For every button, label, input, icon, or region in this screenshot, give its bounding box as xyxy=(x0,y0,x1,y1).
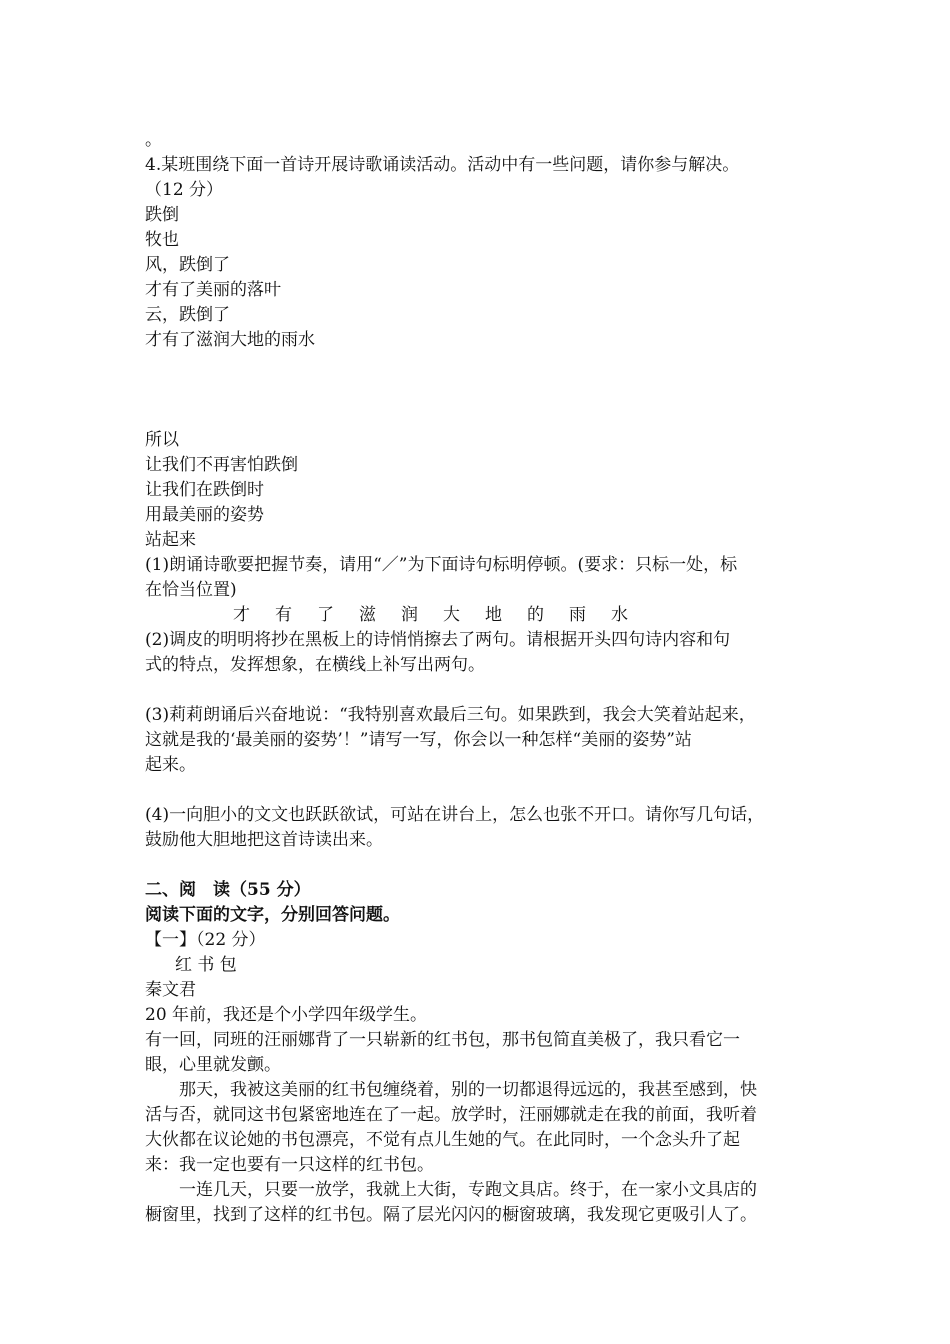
blank-lines-gap xyxy=(145,353,825,428)
poem-line: 让我们在跌倒时 xyxy=(145,480,264,500)
poem-line: 风，跌倒了 xyxy=(145,255,230,275)
poem-line: 所以 xyxy=(145,430,179,450)
sub-question-4: (4)一向胆小的文文也跃跃欲试，可站在讲台上，怎么也张不开口。请你写几句话， xyxy=(145,805,765,825)
answer-gap xyxy=(145,778,825,803)
poem-line: 才有了美丽的落叶 xyxy=(145,280,281,300)
story-paragraph-cont: 橱窗里，找到了这样的红书包。隔了层光闪闪的橱窗玻璃，我发现它更吸引人了。 xyxy=(145,1205,757,1225)
sub-question-2: (2)调皮的明明将抄在黑板上的诗悄悄擦去了两句。请根据开头四句诗内容和句 xyxy=(145,630,731,650)
sub-question-3-cont: 这就是我的‘最美丽的姿势’！”请写一写，你会以一种怎样“美丽的姿势”站 xyxy=(145,730,692,750)
story-paragraph-cont: 活与否，就同这书包紧密地连在了一起。放学时，汪丽娜就走在我的前面，我听着 xyxy=(145,1105,757,1125)
section-gap xyxy=(145,853,825,878)
sub-question-1: (1)朗诵诗歌要把握节奏，请用“／”为下面诗句标明停顿。(要求：只标一处，标 xyxy=(145,555,738,575)
question-4-prompt: 4.某班围绕下面一首诗开展诗歌诵读活动。活动中有一些问题，请你参与解决。 xyxy=(145,155,740,175)
sub-question-4-cont: 鼓励他大胆地把这首诗读出来。 xyxy=(145,830,383,850)
answer-gap xyxy=(145,678,825,703)
story-paragraph-cont: 眼，心里就发颤。 xyxy=(145,1055,281,1075)
story-paragraph: 20 年前，我还是个小学四年级学生。 xyxy=(145,1005,428,1025)
poem-line: 才有了滋润大地的雨水 xyxy=(145,330,315,350)
story-paragraph-cont: 大伙都在议论她的书包漂亮，不觉有点儿生她的气。在此同时，一个念头升了起 xyxy=(145,1130,740,1150)
poem-author: 牧也 xyxy=(145,230,179,250)
story-title: 红 书 包 xyxy=(175,955,237,975)
story-author: 秦文君 xyxy=(145,980,196,1000)
sub-question-1-cont: 在恰当位置) xyxy=(145,580,237,600)
poem-line: 让我们不再害怕跌倒 xyxy=(145,455,298,475)
section-2-heading: 二、阅 读（55 分） xyxy=(145,880,311,900)
story-paragraph: 那天，我被这美丽的红书包缠绕着，别的一切都退得远远的，我甚至感到，快 xyxy=(179,1080,757,1100)
story-paragraph: 一连几天，只要一放学，我就上大街，专跑文具店。终于，在一家小文具店的 xyxy=(179,1180,757,1200)
sub-question-3: (3)莉莉朗诵后兴奋地说：“我特别喜欢最后三句。如果跌到，我会大笑着站起来， xyxy=(145,705,756,725)
poem-line: 用最美丽的姿势 xyxy=(145,505,264,525)
poem-line: 云，跌倒了 xyxy=(145,305,230,325)
question-4-score: （12 分） xyxy=(145,180,224,200)
sub-question-3-cont: 起来。 xyxy=(145,755,196,775)
story-paragraph-cont: 来：我一定也要有一只这样的红书包。 xyxy=(145,1155,434,1175)
poem-line: 站起来 xyxy=(145,530,196,550)
document-page xyxy=(145,128,825,1228)
part-1-heading: 【一】（22 分） xyxy=(145,930,266,950)
stray-period: 。 xyxy=(145,130,162,150)
spaced-poem-line: 才 有 了 滋 润 大 地 的 雨 水 xyxy=(233,605,632,625)
sub-question-2-cont: 式的特点，发挥想象，在横线上补写出两句。 xyxy=(145,655,485,675)
story-paragraph: 有一回，同班的汪丽娜背了一只崭新的红书包，那书包简直美极了，我只看它一 xyxy=(145,1030,740,1050)
section-2-instruction: 阅读下面的文字，分别回答问题。 xyxy=(145,905,400,925)
poem-title: 跌倒 xyxy=(145,205,179,225)
